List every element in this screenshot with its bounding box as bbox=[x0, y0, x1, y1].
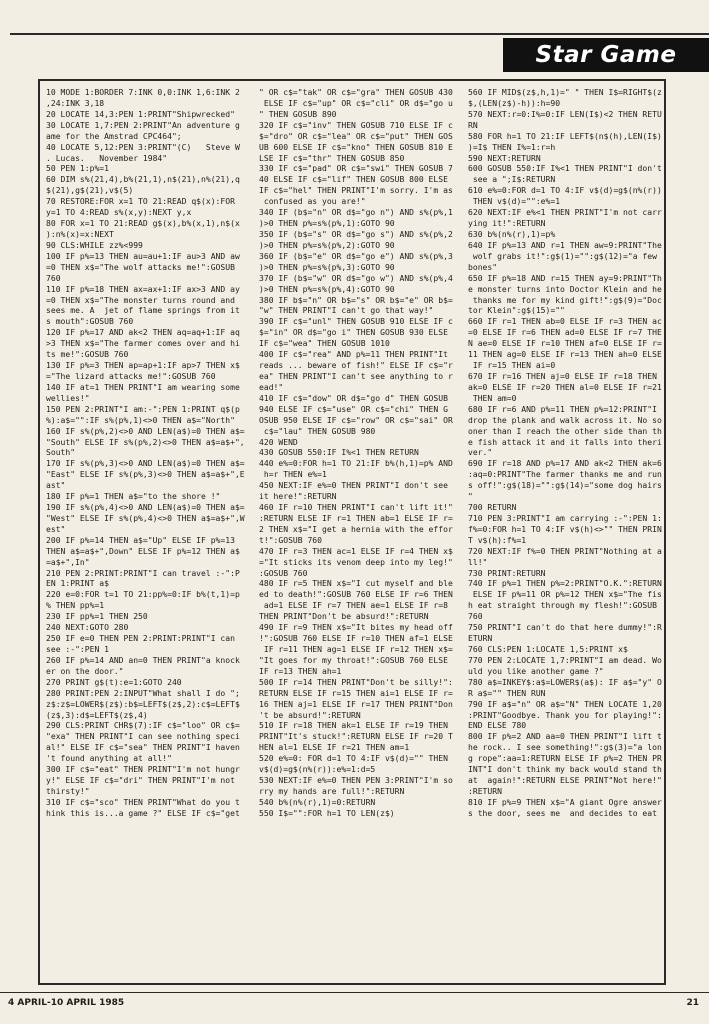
section-title: Star Game bbox=[535, 42, 677, 68]
bottom-rule bbox=[0, 992, 709, 993]
listing-frame bbox=[38, 79, 666, 985]
page-number: 21 bbox=[686, 998, 699, 1008]
section-banner bbox=[503, 38, 709, 72]
listing-column-3: 560 IF MID$(z$,h,1)=" " THEN I$=RIGHT$(z $,(LEN(z$)-h)):h=90 570 NEXT:r=0:I%=0:IF LEN(I$)<2 THEN RETU RN 580 FOR h=1 TO 21:IF LEFT$(n$(h),LEN(I$) )=I$ THEN I%=1:r=h 590 NEXT:RETURN 600 GOSUB 550:IF I%<1 THEN PRINT"I don't see a ";I$:RETURN 610 e%=0:FOR d=1 TO 4:IF v$(d)=g$(n%(r)) THEN v$(d)="":e%=1 620 NEXT:IF e%<1 THEN PRINT"I'm not carr ying it!":RETURN 630 b%(n%(r),1)=p% 640 IF p%=13 AND r=1 THEN aw=9:PRINT"The wolf grabs it!":g$(1)="":g$(12)="a few bones" 650 IF p%=18 AND r=15 THEN ay=9:PRINT"Th e monster turns into Doctor Klein and he thanks me for my kind gift!":g$(9)="Doc tor Klein":g$(15)="" 660 IF r=1 THEN ab=0 ELSE IF r=3 THEN ac =0 ELSE IF r=6 THEN ad=0 ELSE IF r=7 THE N ae=0 ELSE IF r=10 THEN af=0 ELSE IF r= 11 THEN ag=0 ELSE IF r=13 THEN ah=0 ELSE IF r=15 THEN ai=0 670 IF r=16 THEN aj=0 ELSE IF r=18 THEN ak=0 ELSE IF r=20 THEN al=0 ELSE IF r=21 THEN am=0 680 IF r=6 AND p%=11 THEN p%=12:PRINT"I drop the plank and walk across it. No so oner than I reach the other side than th e fish attack it and it falls into theri ver." 690 IF r=18 AND p%=17 AND ak<2 THEN ak=6 :aq=0:PRINT"The farmer thanks me and run s off!":g$(18)="":g$(14)="some dog hairs " 700 RETURN 710 PEN 3:PRINT"I am carrying :-":PEN 1: f%=0:FOR h=1 TO 4:IF v$(h)<>"" THEN PRIN T v$(h):f%=1 720 NEXT:IF f%=0 THEN PRINT"Nothing at a ll!" 730 PRINT:RETURN 740 IF p%=1 THEN p%=2:PRINT"O.K.":RETURN ELSE IF p%=11 OR p%=12 THEN x$="The fis h eat straight through my flesh!":GOSUB 760 750 PRINT"I can't do that here dummy!":R ETURN 760 CLS:PEN 1:LOCATE 1,5:PRINT x$ 770 PEN 2:LOCATE 1,7:PRINT"I am dead. Wo uld you like another game ?" 780 a$=INKEY$:a$=LOWER$(a$): IF a$="y" O R a$="" THEN RUN 790 IF a$="n" OR a$="N" THEN LOCATE 1,20 :PRINT"Goodbye. Thank you for playing!": END ELSE 780 800 IF p%=2 AND aa=0 THEN PRINT"I lift t he rock.. I see something!":g$(3)="a lon g rope":aa=1:RETURN ELSE IF p%=2 THEN PR INT"I don't think my back would stand th at again!":RETURN ELSE PRINT"Not here!" :RETURN 810 IF p%=9 THEN x$="A giant Ogre answer s the door, sees me and decides to eat bbox=[468, 88, 662, 818]
listing-column-1: 10 MODE 1:BORDER 7:INK 0,0:INK 1,6:INK 2 ,24:INK 3,18 20 LOCATE 14,3:PEN 1:PRINT"Shipwrecked" 30 LOCATE 1,7:PEN 2:PRINT"An adventure g ame for the Amstrad CPC464"; 40 LOCATE 5,12:PEN 3:PRINT"(C) Steve W . Lucas. November 1984" 50 PEN 1:p%=1 60 DIM s%(21,4),b%(21,1),n$(21),n%(21),q $(21),g$(21),v$(5) 70 RESTORE:FOR x=1 TO 21:READ q$(x):FOR y=1 TO 4:READ s%(x,y):NEXT y,x 80 FOR x=1 TO 21:READ g$(x),b%(x,1),n$(x ):n%(x)=x:NEXT 90 CLS:WHILE zz%<999 100 IF p%=13 THEN au=au+1:IF au>3 AND aw =0 THEN x$="The wolf attacks me!":GOSUB 760 110 IF p%=18 THEN ax=ax+1:IF ax>3 AND ay =0 THEN x$="The monster turns round and sees me. A jet of flame springs from it s mouth":GOSUB 760 120 IF p%=17 AND ak<2 THEN aq=aq+1:IF aq >3 THEN x$="The farmer comes over and hi ts me!":GOSUB 760 130 IF p%=3 THEN ap=ap+1:IF ap>7 THEN x$ ="The lizard attacks me!":GOSUB 760 140 IF at=1 THEN PRINT"I am wearing some wellies!" 150 PEN 2:PRINT"I am:-":PEN 1:PRINT q$(p %):a$="":IF s%(p%,1)<>0 THEN a$="North" 160 IF s%(p%,2)<>0 AND LEN(a$)=0 THEN a$= "South" ELSE IF s%(p%,2)<>0 THEN a$=a$+", South" 170 IF s%(p%,3)<>0 AND LEN(a$)=0 THEN a$= "East" ELSE IF s%(p%,3)<>0 THEN a$=a$+",E ast" 180 IF p%=1 THEN a$="to the shore !" 190 IF s%(p%,4)<>0 AND LEN(a$)=0 THEN a$= "West" ELSE IF s%(p%,4)<>0 THEN a$=a$+",W est" 200 IF p%=14 THEN a$="Up" ELSE IF p%=13 THEN a$=a$+",Down" ELSE IF p%=12 THEN a$ =a$+",In" 210 PEN 2:PRINT:PRINT"I can travel :-":P EN 1:PRINT a$ 220 e=0:FOR t=1 TO 21:pp%=0:IF b%(t,1)=p % THEN pp%=1 230 IF pp%=1 THEN 250 240 NEXT:GOTO 280 250 IF e=0 THEN PEN 2:PRINT:PRINT"I can see :-":PEN 1 260 IF p%=14 AND an=0 THEN PRINT"a knock er on the door." 270 PRINT g$(t):e=1:GOTO 240 280 PRINT:PEN 2:INPUT"What shall I do "; z$:z$=LOWER$(z$):b$=LEFT$(z$,2):c$=LEFT$ (z$,3):d$=LEFT$(z$,4) 290 CLS:PRINT CHR$(7):IF c$="loo" OR c$= "exa" THEN PRINT"I can see nothing speci al!" ELSE IF c$="sea" THEN PRINT"I haven 't found anything at all!" 300 IF c$="eat" THEN PRINT"I'm not hungr y!" ELSE IF c$="dri" THEN PRINT"I'm not thirsty!" 310 IF c$="sco" THEN PRINT"What do you t hink this is...a game ?" ELSE IF c$="get bbox=[46, 88, 245, 818]
listing-column-2: " OR c$="tak" OR c$="gra" THEN GOSUB 430 ELSE IF c$="up" OR c$="cli" OR d$="go u " THEN GOSUB 890 320 IF c$="inv" THEN GOSUB 710 ELSE IF c $="dro" OR c$="lea" OR c$="put" THEN GOS UB 600 ELSE IF c$="kno" THEN GOSUB 810 E LSE IF c$="thr" THEN GOSUB 850 330 IF c$="pad" OR c$="swi" THEN GOSUB 7 40 ELSE IF c$="lif" THEN GOSUB 800 ELSE IF c$="hel" THEN PRINT"I'm sorry. I'm as confused as you are!" 340 IF (b$="n" OR d$="go n") AND s%(p%,1 )>0 THEN p%=s%(p%,1):GOTO 90 350 IF (b$="s" OR d$="go s") AND s%(p%,2 )>0 THEN p%=s%(p%,2):GOTO 90 360 IF (b$="e" OR d$="go e") AND s%(p%,3 )>0 THEN p%=s%(p%,3):GOTO 90 370 IF (b$="w" OR d$="go w") AND s%(p%,4 )>0 THEN p%=s%(p%,4):GOTO 90 380 IF b$="n" OR b$="s" OR b$="e" OR b$= "w" THEN PRINT"I can't go that way!" 390 IF c$="unl" THEN GOSUB 910 ELSE IF c $="in" OR d$="go i" THEN GOSUB 930 ELSE IF c$="wea" THEN GOSUB 1010 400 IF c$="rea" AND p%=11 THEN PRINT"It reads ... beware of fish!" ELSE IF c$="r ea" THEN PRINT"I can't see anything to r ead!" 410 IF c$="dow" OR d$="go d" THEN GOSUB 940 ELSE IF c$="use" OR c$="chi" THEN G OSUB 950 ELSE IF c$="row" OR c$="sai" OR c$="lau" THEN GOSUB 980 420 WEND 430 GOSUB 550:IF I%<1 THEN RETURN 440 e%=0:FOR h=1 TO 21:IF b%(h,1)=p% AND h=r THEN e%=1 450 NEXT:IF e%=0 THEN PRINT"I don't see it here!":RETURN 460 IF r=10 THEN PRINT"I can't lift it!" :RETURN ELSE IF r=1 THEN ab=1 ELSE IF r= 2 THEN x$="I get a hernia with the effor t!":GOSUB 760 470 IF r=3 THEN ac=1 ELSE IF r=4 THEN x$ ="It sticks its venom deep into my leg!" :GOSUB 760 480 IF r=5 THEN x$="I cut myself and ble ed to death!":GOSUB 760 ELSE IF r=6 THEN ad=1 ELSE IF r=7 THEN ae=1 ELSE IF r=8 THEN PRINT"Don't be absurd!":RETURN 490 IF r=9 THEN x$="It bites my head off !":GOSUB 760 ELSE IF r=10 THEN af=1 ELSE IF r=11 THEN ag=1 ELSE IF r=12 THEN x$= "It goes for my throat!":GOSUB 760 ELSE IF r=13 THEN ah=1 500 IF r=14 THEN PRINT"Don't be silly!": RETURN ELSE IF r=15 THEN ai=1 ELSE IF r= 16 THEN aj=1 ELSE IF r=17 THEN PRINT"Don 't be absurd!":RETURN 510 IF r=18 THEN ak=1 ELSE IF r=19 THEN PRINT"It's stuck!":RETURN ELSE IF r=20 T HEN al=1 ELSE IF r=21 THEN am=1 520 e%=0: FOR d=1 TO 4:IF v$(d)="" THEN v$(d)=g$(n%(r)):e%=1:d=5 530 NEXT:IF e%=0 THEN PEN 3:PRINT"I'm so rry my hands are full!":RETURN 540 b%(n%(r),1)=0:RETURN 550 I$="":FOR h=1 TO LEN(z$) bbox=[259, 88, 453, 818]
top-rule bbox=[10, 33, 709, 35]
issue-date: 4 APRIL-10 APRIL 1985 bbox=[8, 998, 125, 1008]
